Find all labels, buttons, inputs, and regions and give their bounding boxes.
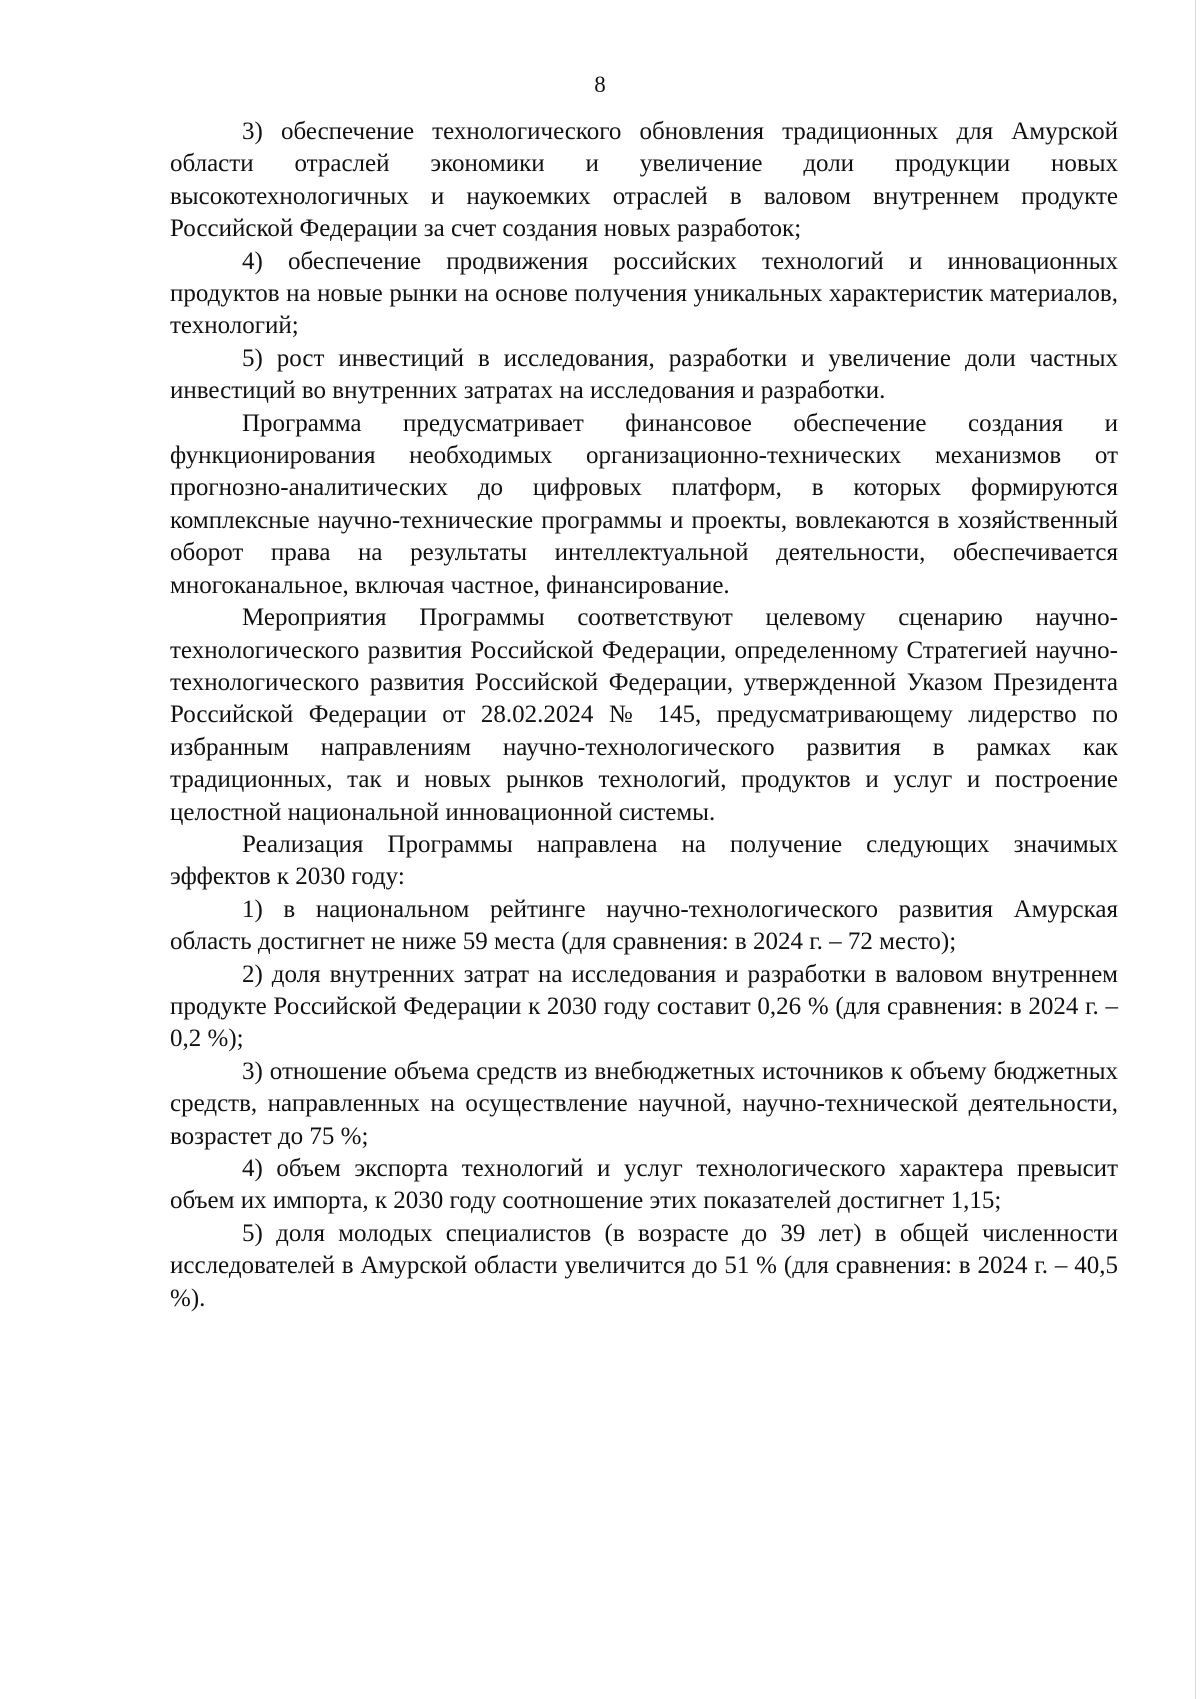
paragraph-program-financing: Программа предусматривает финансовое обеспечение создания и функционирования необходимых организационно-технических механизмов от прогнозно-аналитических до цифровых платформ, в которых формируются комплексные научно-технические программы и проекты, вовлекаются в хозяйственный оборот права на результаты интеллектуальной деятельности, обеспечивается многоканальное, включая частное, финансирование.	[170, 409, 1118, 599]
paragraph-effect-4: 4) объем экспорта технологий и услуг технологического характера превысит объем их импорта, к 2030 году соотношение этих показателей достигнет 1,15;	[170, 1155, 1118, 1215]
paragraph-program-activities: Мероприятия Программы соответствуют целевому сценарию научно-технологического развития Российской Федерации, определенному Стратегией научно-технологического развития Российской Федерации, утвержденной Указом Президента Российской Федерации от 28.02.2024 № 145, предусматривающему лидерство по избранным направлениям научно-технологического развития в рамках как традиционных, так и новых рынков технологий, продуктов и услуг и построение целостной национальной инновационной системы.	[170, 604, 1118, 826]
paragraph-effect-3: 3) отношение объема средств из внебюджетных источников к объему бюджетных средств, направленных на осуществление научной, научно-технической деятельности, возрастет до 75 %;	[170, 1057, 1118, 1150]
paragraph-effect-1: 1) в национальном рейтинге научно-технологического развития Амурская область достигнет не ниже 59 места (для сравнения: в 2024 г. – 72 место);	[170, 895, 1118, 956]
paragraph-effect-5: 5) доля молодых специалистов (в возрасте до 39 лет) в общей численности исследователей в Амурской области увеличится до 51 % (для сравнения: в 2024 г. – 40,5 %).	[170, 1219, 1118, 1312]
page-number: 8	[594, 72, 606, 97]
paragraph-effect-2: 2) доля внутренних затрат на исследования и разработки в валовом внутреннем продукте Российской Федерации к 2030 году составит 0,26 % (для сравнения: в 2024 г. – 0,2 %);	[170, 960, 1118, 1053]
paragraph-goal-5: 5) рост инвестиций в исследования, разработки и увеличение доли частных инвестиций во внутренних затратах на исследования и разработки.	[170, 344, 1118, 405]
paragraph-goal-4: 4) обеспечение продвижения российских технологий и инновационных продуктов на новые рынки на основе получения уникальных характеристик материалов, технологий;	[170, 247, 1118, 340]
paragraph-goal-3: 3) обеспечение технологического обновления традиционных для Амурской области отраслей экономики и увеличение доли продукции новых высокотехнологичных и наукоемких отраслей в валовом внутреннем продукте Российской Федерации за счет создания новых разработок;	[170, 118, 1118, 243]
scan-edge-line	[1195, 0, 1196, 1699]
document-body	[170, 116, 1118, 1315]
paragraph-effects-intro: Реализация Программы направлена на получение следующих значимых эффектов к 2030 году:	[170, 830, 1118, 891]
